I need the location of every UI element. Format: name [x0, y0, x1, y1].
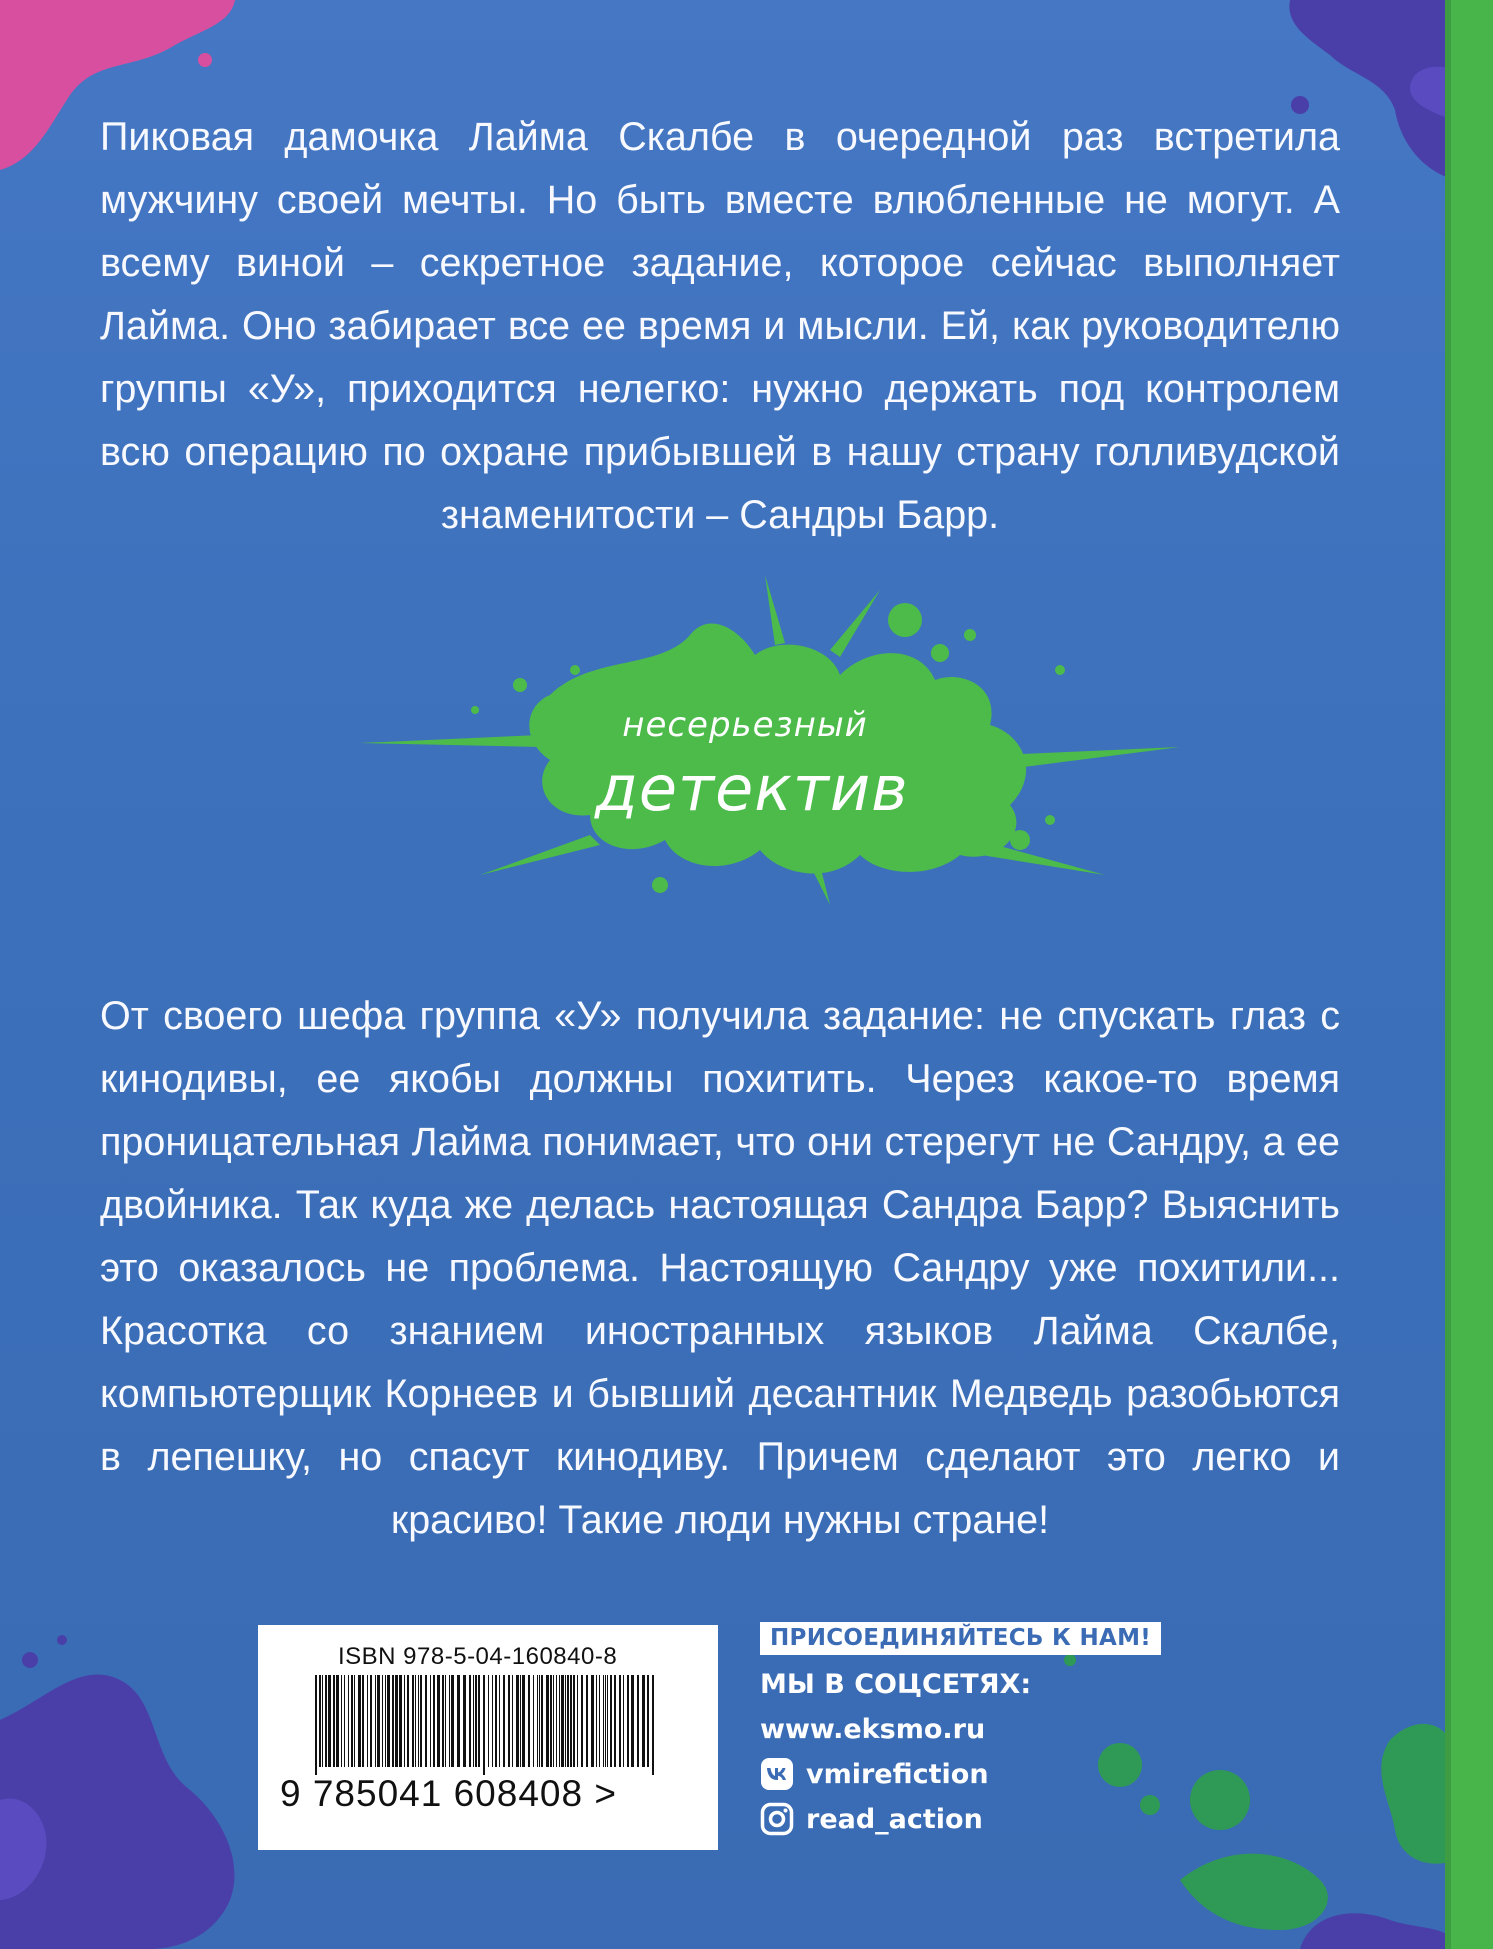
- barcode-bar: [399, 1675, 402, 1767]
- barcode-bar: [412, 1675, 414, 1767]
- barcode-bar: [610, 1675, 612, 1767]
- barcode-bar: [533, 1675, 534, 1767]
- vk-handle: vmirefiction: [806, 1758, 989, 1790]
- barcode-bar: [599, 1675, 600, 1767]
- barcode-bar: [404, 1675, 405, 1767]
- barcode-bar: [333, 1675, 335, 1767]
- barcode-bar: [492, 1675, 493, 1767]
- barcode-bar: [565, 1675, 566, 1767]
- barcode-bar: [451, 1675, 454, 1767]
- barcode-bar: [463, 1675, 466, 1767]
- barcode-bar: [488, 1675, 489, 1767]
- barcode-bar: [607, 1675, 608, 1767]
- barcode-bar: [430, 1675, 431, 1767]
- barcode-bar: [586, 1675, 588, 1767]
- green-splat-bottom-right: [1381, 1724, 1455, 1864]
- barcode-bar: [315, 1675, 317, 1775]
- barcode-bar: [596, 1675, 597, 1767]
- barcode-bar: [605, 1675, 606, 1767]
- barcode-bar: [473, 1675, 474, 1767]
- barcode-bar: [475, 1675, 477, 1767]
- barcode-bar: [614, 1675, 616, 1767]
- barcode-bar: [603, 1675, 604, 1767]
- social-heading: МЫ В СОЦСЕТЯХ:: [760, 1668, 1032, 1700]
- barcode-bar: [377, 1675, 380, 1767]
- series-title-line-1: несерьезный: [622, 705, 868, 745]
- barcode-bar: [483, 1675, 485, 1775]
- vk-link[interactable]: [760, 1757, 1180, 1791]
- barcode-bar: [516, 1675, 519, 1767]
- barcode-bar: [627, 1675, 629, 1767]
- barcode-bar: [392, 1675, 394, 1767]
- barcode-bar: [385, 1675, 386, 1767]
- barcode-bar: [528, 1675, 530, 1767]
- isbn-number: ISBN 978-5-04-160840-8: [338, 1643, 618, 1670]
- barcode-bar: [449, 1675, 450, 1767]
- barcode-bar: [577, 1675, 578, 1767]
- instagram-icon: [760, 1802, 794, 1836]
- vk-icon: [760, 1757, 794, 1791]
- barcode-bar: [495, 1675, 497, 1767]
- series-title-line-2: детектив: [595, 752, 909, 825]
- barcode-bar: [425, 1675, 427, 1767]
- instagram-handle: read_action: [806, 1803, 983, 1835]
- barcode-bar: [503, 1675, 505, 1767]
- barcode-bar: [581, 1675, 583, 1767]
- barcode-bar: [341, 1675, 342, 1767]
- barcode-bar: [559, 1675, 560, 1767]
- barcode-bar: [512, 1675, 513, 1767]
- barcode-bar: [344, 1675, 345, 1767]
- barcode-bar: [445, 1675, 446, 1767]
- barcode-bar: [433, 1675, 435, 1767]
- barcode-bar: [553, 1675, 554, 1767]
- spine-strip: [1451, 0, 1493, 1949]
- barcode-bar: [499, 1675, 500, 1767]
- barcode-bar: [367, 1675, 368, 1767]
- barcode-bar: [537, 1675, 538, 1767]
- barcode-bar: [469, 1675, 471, 1767]
- barcode-bar: [362, 1675, 364, 1767]
- barcode-bar: [382, 1675, 383, 1767]
- barcode-bar: [336, 1675, 339, 1767]
- social-block: [760, 1622, 1180, 1836]
- barcode-bar: [619, 1675, 621, 1767]
- barcode-bar: [348, 1675, 349, 1767]
- barcode-bar: [541, 1675, 543, 1767]
- barcode-bar: [539, 1675, 540, 1767]
- barcode-bar: [570, 1675, 572, 1767]
- barcode-bar: [387, 1675, 390, 1767]
- barcode-bar: [631, 1675, 634, 1767]
- barcode-bar: [522, 1675, 525, 1767]
- barcode-bar: [546, 1675, 549, 1767]
- barcode-bar: [418, 1675, 419, 1767]
- barcode-bar: [478, 1675, 480, 1767]
- barcode-bar: [520, 1675, 521, 1767]
- barcode-bar: [573, 1675, 575, 1767]
- barcode-bar: [623, 1675, 624, 1767]
- barcode-bar: [556, 1675, 557, 1767]
- barcode-bar: [420, 1675, 422, 1767]
- barcode-bar: [358, 1675, 361, 1767]
- barcode-bar: [370, 1675, 372, 1767]
- barcode-bar: [415, 1675, 416, 1767]
- barcode-bar: [319, 1675, 321, 1767]
- barcode-bar: [354, 1675, 355, 1767]
- barcode-bar: [442, 1675, 444, 1767]
- barcode-bar: [508, 1675, 510, 1767]
- barcode-bar: [561, 1675, 564, 1767]
- website-link[interactable]: www.eksmo.ru: [760, 1713, 986, 1745]
- barcode-bar: [647, 1675, 649, 1767]
- barcode-bar: [395, 1675, 398, 1767]
- barcode-bar: [457, 1675, 460, 1767]
- barcode-block: [258, 1625, 718, 1850]
- barcode-bar: [375, 1675, 376, 1767]
- barcode-bar: [652, 1675, 654, 1775]
- barcode-bar: [550, 1675, 552, 1767]
- instagram-link[interactable]: [760, 1802, 1180, 1836]
- barcode-bar: [328, 1675, 331, 1767]
- barcode-bar: [437, 1675, 440, 1767]
- blurb-paragraph-1: Пиковая дамочка Лайма Скалбе в очередной раз встретила мужчину своей мечты. Но быть вместе влюбленные не могут. А всему виной – секретное задание, которое сейчас выполняет Лайма. Оно забирает все ее время и мысли. Ей, как руководителю группы «У», приходится нелегко: нужно держать под контролем всю операцию по охране прибывшей в нашу страну голливудской знаменитости – Сандры Барр.: [100, 115, 1340, 537]
- barcode-bar: [351, 1675, 353, 1767]
- barcode-bar: [325, 1675, 327, 1767]
- barcode-bar: [642, 1675, 645, 1767]
- barcode-bar: [567, 1675, 569, 1767]
- join-banner: ПРИСОЕДИНЯЙТЕСЬ К НАМ!: [760, 1622, 1161, 1655]
- barcode-bar: [637, 1675, 639, 1767]
- barcode-bars: [315, 1675, 655, 1775]
- barcode-bar: [322, 1675, 323, 1767]
- barcode-bar: [591, 1675, 594, 1767]
- barcode-bar: [407, 1675, 409, 1767]
- ean-digits: 9 785041 608408 >: [280, 1773, 617, 1814]
- blurb-paragraph-2: От своего шефа группа «У» получила задание: не спускать глаз с кинодивы, ее якобы должны похитить. Через какое-то время проницательная Лайма понимает, что они стерегут не Сандру, а ее двойника. Так куда же делась настоящая Сандра Барр? Выяснить это оказалось не проблема. Настоящую Сандру уже похитили... Красотка со знанием иностранных языков Лайма Скалбе, компьютерщик Корнеев и бывший десантник Медведь разобьются в лепешку, но спасут кинодиву. Причем сделают это легко и красиво! Такие люди нужны стране!: [100, 994, 1340, 1542]
